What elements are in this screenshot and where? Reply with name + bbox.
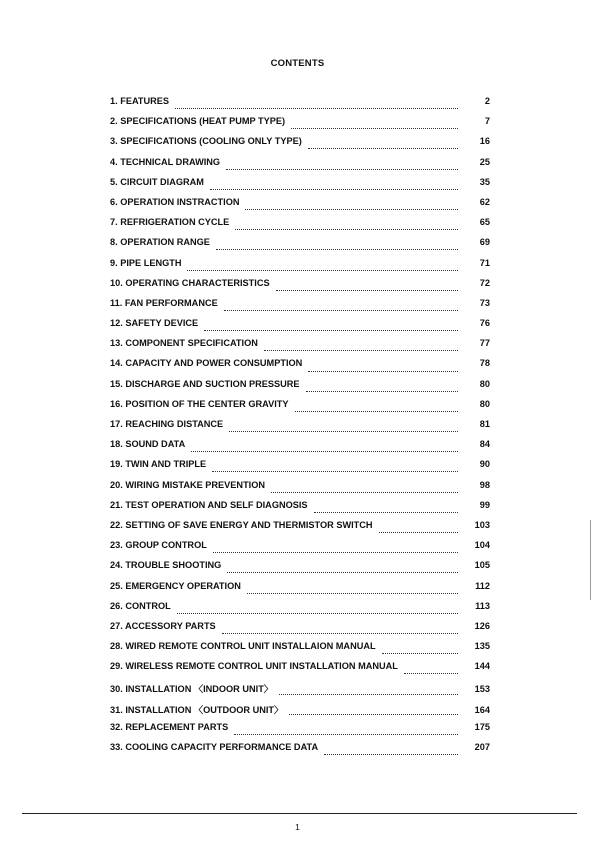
toc-entry bbox=[110, 136, 490, 156]
dot-leader bbox=[295, 410, 459, 412]
toc-entry bbox=[110, 358, 490, 378]
toc-entry bbox=[110, 116, 490, 136]
toc-label: 17. REACHING DISTANCE bbox=[110, 419, 224, 429]
toc-entry bbox=[110, 96, 490, 116]
toc-label: 19. TWIN AND TRIPLE bbox=[110, 459, 207, 470]
toc-entry bbox=[110, 601, 490, 621]
toc-label: 6. OPERATION INSTRACTION bbox=[110, 196, 240, 207]
dot-leader bbox=[379, 531, 458, 533]
toc-entry bbox=[110, 500, 490, 520]
toc-page-number: 164 bbox=[474, 704, 490, 715]
toc-entry bbox=[110, 177, 490, 197]
toc-page-number: 207 bbox=[474, 742, 490, 752]
dot-leader bbox=[279, 693, 458, 695]
dot-leader bbox=[324, 753, 458, 755]
toc-label: 28. WIRED REMOTE CONTROL UNIT INSTALLAION MANUAL bbox=[110, 641, 376, 652]
toc-page-number: 80 bbox=[479, 398, 490, 409]
toc-entry bbox=[110, 581, 490, 601]
dot-leader bbox=[308, 147, 458, 149]
toc-entry bbox=[110, 338, 490, 358]
toc-page-number: 84 bbox=[479, 439, 490, 450]
toc-entry bbox=[110, 459, 490, 479]
toc-page-number: 80 bbox=[479, 378, 490, 389]
toc-page-number: 112 bbox=[475, 580, 490, 591]
toc-page-number: 76 bbox=[479, 318, 490, 329]
toc-page-number: 90 bbox=[479, 459, 490, 470]
toc-page-number: 65 bbox=[479, 217, 490, 228]
toc-label: 23. GROUP CONTROL bbox=[110, 540, 207, 551]
dot-leader bbox=[234, 733, 458, 735]
toc-page-number: 25 bbox=[479, 156, 490, 167]
dot-leader bbox=[175, 107, 458, 109]
toc-entry bbox=[110, 197, 490, 217]
toc-entry bbox=[110, 742, 490, 762]
toc-label: 18. SOUND DATA bbox=[110, 439, 186, 450]
toc-entry bbox=[110, 258, 490, 278]
toc-label: 29. WIRELESS REMOTE CONTROL UNIT INSTALLATION MANUAL bbox=[110, 661, 398, 672]
toc-label: 11. FAN PERFORMANCE bbox=[110, 297, 218, 308]
toc-page-number: 103 bbox=[474, 519, 490, 530]
toc-entry bbox=[110, 520, 490, 540]
toc-entry bbox=[110, 399, 490, 419]
toc-page-number: 2 bbox=[484, 96, 490, 106]
toc-page-number: 98 bbox=[479, 479, 490, 490]
toc-entry bbox=[110, 560, 490, 580]
toc-label: 5. CIRCUIT DIAGRAM bbox=[110, 176, 204, 187]
dot-leader bbox=[289, 713, 458, 715]
toc-entry bbox=[110, 480, 490, 500]
toc-label: 20. WIRING MISTAKE PREVENTION bbox=[110, 479, 266, 490]
toc-label: 2. SPECIFICATIONS (HEAT PUMP TYPE) bbox=[110, 116, 286, 127]
toc-entry bbox=[110, 661, 490, 681]
toc-page-number: 104 bbox=[474, 540, 490, 551]
toc-label: 33. COOLING CAPACITY PERFORMANCE DATA bbox=[110, 742, 319, 752]
toc-page-number: 113 bbox=[475, 600, 490, 611]
toc-label: 7. REFRIGERATION CYCLE bbox=[110, 217, 230, 228]
toc-page-number: 7 bbox=[484, 116, 490, 127]
dot-leader bbox=[226, 168, 458, 170]
dot-leader bbox=[264, 349, 458, 351]
dot-leader bbox=[177, 612, 458, 614]
dot-leader bbox=[227, 571, 458, 573]
toc-page-number: 144 bbox=[474, 661, 490, 672]
toc-page-number: 135 bbox=[474, 641, 490, 652]
dot-leader bbox=[191, 450, 458, 452]
dot-leader bbox=[404, 672, 458, 674]
toc-label: 32. REPLACEMENT PARTS bbox=[110, 721, 229, 732]
toc-page-number: 126 bbox=[474, 620, 490, 631]
toc-page-number: 71 bbox=[479, 257, 490, 268]
toc-label: 30. INSTALLATION 〈INDOOR UNIT〉 bbox=[110, 684, 273, 695]
toc-entry bbox=[110, 157, 490, 177]
toc-label: 14. CAPACITY AND POWER CONSUMPTION bbox=[110, 358, 303, 369]
toc-page-number: 81 bbox=[479, 419, 490, 429]
toc-label: 1. FEATURES bbox=[110, 96, 170, 106]
toc-page-number: 153 bbox=[474, 684, 490, 695]
toc-entry bbox=[110, 379, 490, 399]
toc-entry bbox=[110, 641, 490, 661]
toc-entry bbox=[110, 237, 490, 257]
toc-entry bbox=[110, 298, 490, 318]
dot-leader bbox=[204, 329, 458, 331]
toc-page-number: 62 bbox=[479, 196, 490, 207]
toc-page-number: 105 bbox=[474, 560, 490, 571]
toc-page-number: 77 bbox=[479, 338, 490, 349]
toc-label: 22. SETTING OF SAVE ENERGY AND THERMISTOR SWITCH bbox=[110, 519, 373, 530]
toc-label: 31. INSTALLATION 〈OUTDOOR UNIT〉 bbox=[110, 704, 284, 715]
dot-leader bbox=[306, 390, 458, 392]
toc-entry bbox=[110, 621, 490, 641]
toc-entry bbox=[110, 318, 490, 338]
toc-page-number: 73 bbox=[479, 297, 490, 308]
dot-leader bbox=[382, 652, 458, 654]
toc-label: 27. ACCESSORY PARTS bbox=[110, 620, 216, 631]
dot-leader bbox=[235, 228, 458, 230]
dot-leader bbox=[216, 248, 458, 250]
dot-leader bbox=[308, 370, 458, 372]
toc-entry bbox=[110, 722, 490, 742]
dot-leader bbox=[276, 289, 458, 291]
toc-label: 9. PIPE LENGTH bbox=[110, 257, 182, 268]
dot-leader bbox=[224, 309, 458, 311]
toc-label: 4. TECHNICAL DRAWING bbox=[110, 156, 221, 167]
toc-page-number: 99 bbox=[479, 499, 490, 510]
toc-label: 26. CONTROL bbox=[110, 600, 171, 611]
toc-entry bbox=[110, 540, 490, 560]
toc-label: 8. OPERATION RANGE bbox=[110, 237, 210, 248]
toc-label: 21. TEST OPERATION AND SELF DIAGNOSIS bbox=[110, 499, 308, 510]
toc-label: 24. TROUBLE SHOOTING bbox=[110, 560, 222, 571]
dot-leader bbox=[245, 208, 458, 210]
toc-label: 16. POSITION OF THE CENTER GRAVITY bbox=[110, 398, 289, 409]
toc-entry bbox=[110, 702, 490, 722]
toc-label: 15. DISCHARGE AND SUCTION PRESSURE bbox=[110, 378, 300, 389]
toc-page-number: 72 bbox=[479, 277, 490, 288]
toc-page-number: 16 bbox=[479, 136, 490, 147]
toc-label: 25. EMERGENCY OPERATION bbox=[110, 580, 241, 591]
dot-leader bbox=[271, 491, 458, 493]
dot-leader bbox=[247, 592, 458, 594]
dot-leader bbox=[210, 188, 458, 190]
toc-page-number: 78 bbox=[479, 358, 490, 369]
page-number: 1 bbox=[295, 822, 300, 832]
toc-entry bbox=[110, 419, 490, 439]
page-title: CONTENTS bbox=[270, 58, 325, 69]
dot-leader bbox=[213, 551, 458, 553]
footer-rule bbox=[22, 813, 577, 814]
toc-entry bbox=[110, 439, 490, 459]
toc-entry bbox=[110, 217, 490, 237]
toc-page-number: 35 bbox=[479, 176, 490, 187]
dot-leader bbox=[291, 127, 458, 129]
table-of-contents bbox=[110, 96, 490, 762]
dot-leader bbox=[222, 632, 458, 634]
toc-page-number: 69 bbox=[479, 237, 490, 248]
dot-leader bbox=[314, 511, 458, 513]
toc-page-number: 175 bbox=[474, 721, 490, 732]
toc-entry bbox=[110, 681, 490, 701]
toc-label: 13. COMPONENT SPECIFICATION bbox=[110, 338, 258, 349]
toc-entry bbox=[110, 278, 490, 298]
dot-leader bbox=[187, 269, 458, 271]
dot-leader bbox=[229, 430, 458, 432]
toc-label: 10. OPERATING CHARACTERISTICS bbox=[110, 277, 270, 288]
toc-label: 3. SPECIFICATIONS (COOLING ONLY TYPE) bbox=[110, 136, 302, 147]
toc-label: 12. SAFETY DEVICE bbox=[110, 318, 199, 329]
dot-leader bbox=[212, 470, 458, 472]
scan-edge-mark bbox=[590, 520, 591, 600]
